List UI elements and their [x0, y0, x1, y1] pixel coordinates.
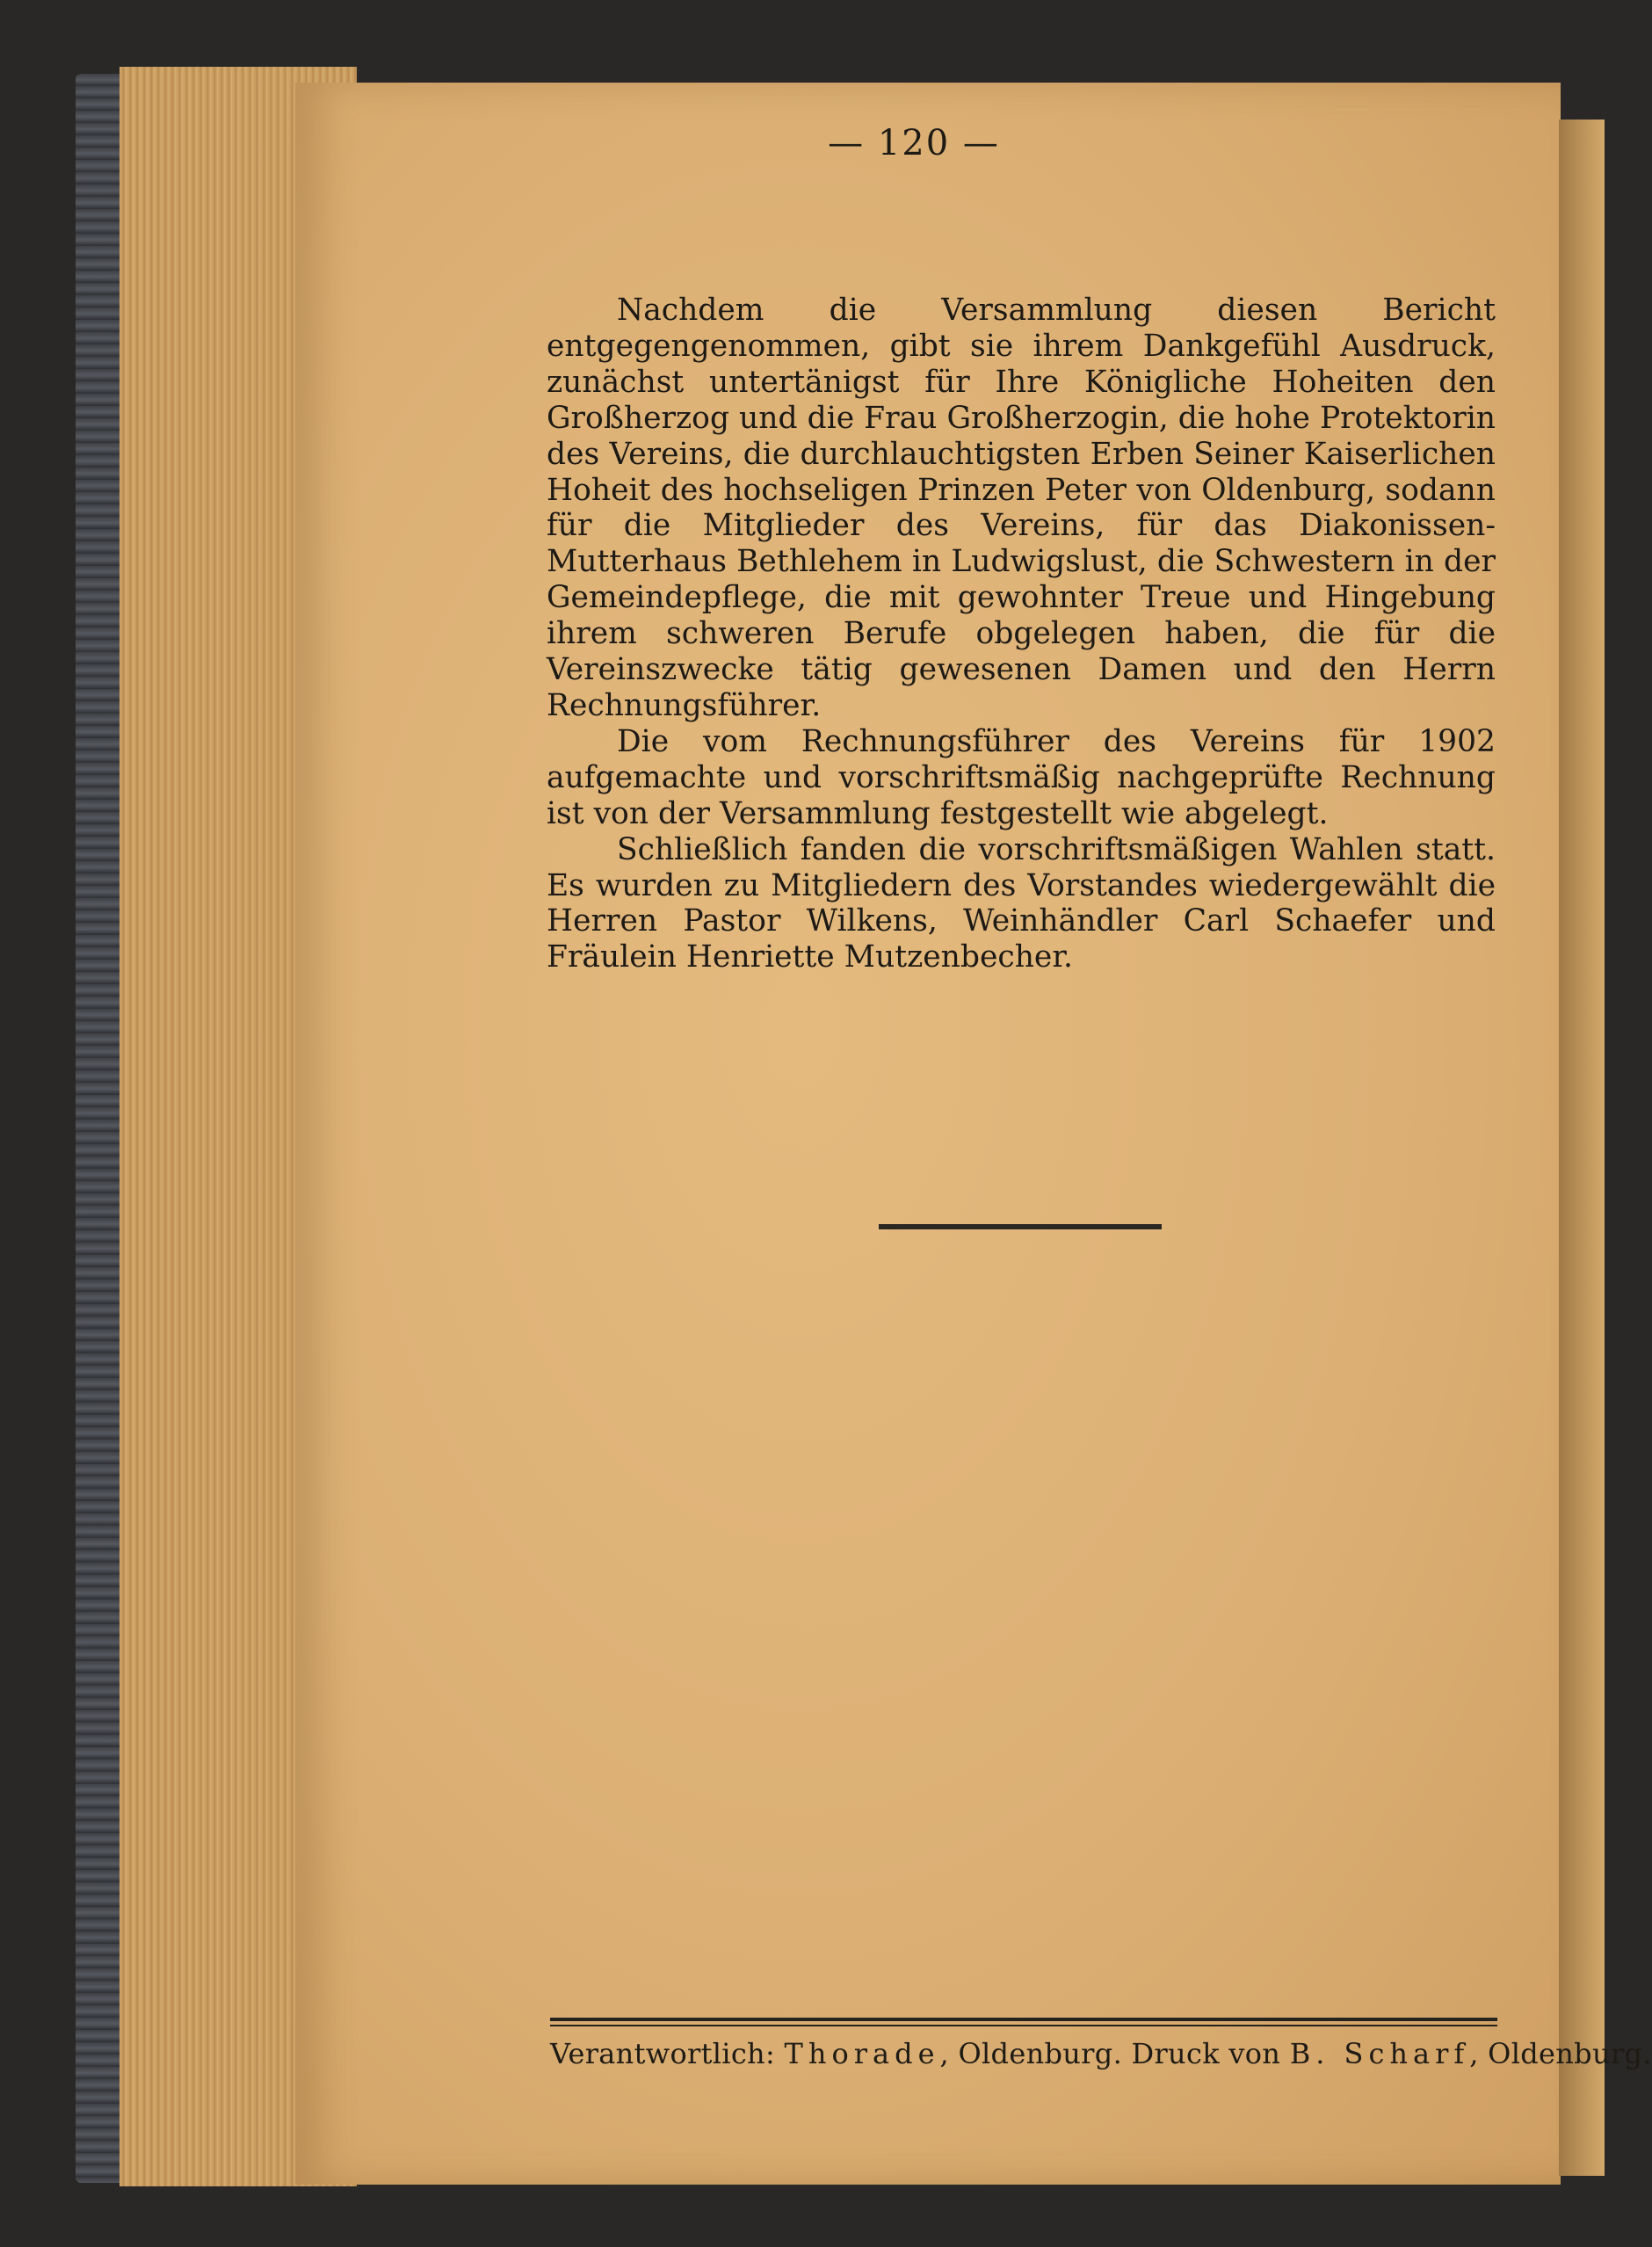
next-page-edge: [1559, 120, 1605, 2176]
paragraph-2: Die vom Rechnungsführer des Vereins für 1902 aufgemachte und vorschriftsmäßig nachgeprüfte Rechnung ist von der Versammlung festgestellt wie abgelegt.: [547, 723, 1496, 831]
imprint-footer: [550, 2037, 1652, 2070]
book-spine: [76, 74, 120, 2183]
footer-rule: [550, 2018, 1497, 2021]
paragraph-3: Schließlich fanden die vorschriftsmäßigen Wahlen statt. Es wurden zu Mitgliedern des Vorstandes wiedergewählt die Herren Pastor Wilkens, Weinhändler Carl Schaefer und Fräulein Henriette Mutzenbecher.: [547, 831, 1496, 975]
paragraph-1: Nachdem die Versammlung diesen Bericht entgegengenommen, gibt sie ihrem Dankgefühl Ausdruck, zunächst untertänigst für Ihre Königliche Hoheiten den Großherzog und die Frau Großherzogin, die hohe Protektorin des Vereins, die durchlauchtigsten Erben Seiner Kaiserlichen Hoheit des hochseligen Prinzen Peter von Oldenburg, sodann für die Mitglieder des Vereins, für das Diakonissen-Mutterhaus Bethlehem in Ludwigslust, die Schwestern in der Gemeindepflege, die mit gewohnter Treue und Hingebung ihrem schweren Berufe obgelegen haben, die für die Vereinszwecke tätig gewesenen Damen und den Herrn Rechnungsführer.: [547, 293, 1496, 723]
section-separator: [879, 1224, 1162, 1229]
footer-printer-place: , Oldenburg.: [1469, 2037, 1652, 2070]
footer-editor-place: , Oldenburg. Druck von: [939, 2037, 1290, 2070]
body-text: [547, 293, 1496, 975]
footer-prefix: Verantwortlich:: [550, 2037, 785, 2070]
footer-printer: B. Scharf: [1289, 2037, 1470, 2070]
footer-editor: Thorade: [784, 2037, 940, 2070]
page-number: — 120 —: [828, 123, 1000, 163]
footer-rule-thin: [550, 2025, 1497, 2026]
